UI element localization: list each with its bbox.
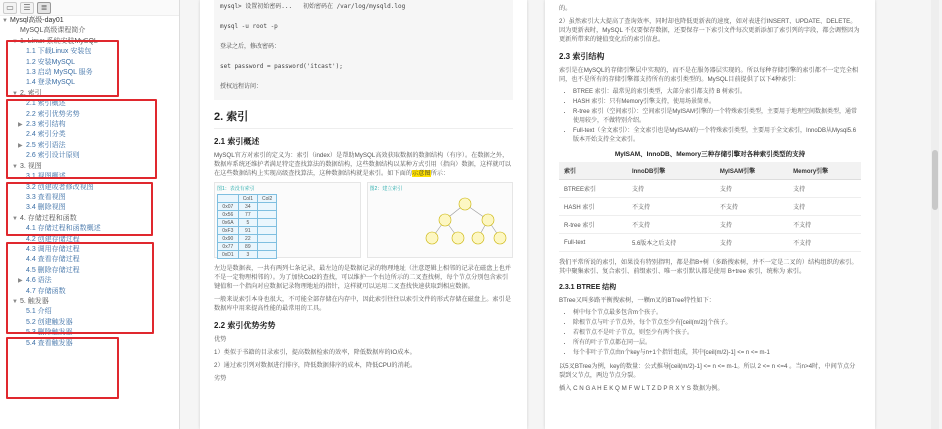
outline-item-label: 4.4 查看存储过程: [26, 256, 80, 264]
table-header-cell: MyISAM引擎: [715, 162, 788, 180]
outline-item-label: 1.2 安装MySQL: [26, 58, 76, 66]
document-page-left: [200, 0, 527, 429]
outline-item-label: 5.4 查看触发器: [26, 339, 73, 347]
table-header-cell: 索引: [559, 162, 627, 180]
highlight-box-section-2: [6, 99, 157, 179]
list-icon[interactable]: ☰: [20, 2, 34, 14]
outline-item-label: 1.3 启动 MySQL 服务: [26, 69, 93, 77]
code-line: [220, 12, 507, 22]
table-cell: 不支持: [788, 216, 861, 234]
outline-item-label: 3. 视图: [20, 162, 42, 170]
section-heading-index: 2. 索引: [214, 108, 513, 129]
btree-property-list: [559, 309, 861, 358]
figure-table-cell: [257, 251, 276, 259]
highlight-box-section-5: [6, 337, 119, 399]
table-cell: Full-text: [559, 234, 627, 252]
outline-item-label: 2.4 索引分类: [26, 131, 66, 139]
figure-caption: 图2：建立索引: [369, 186, 403, 192]
figure-table-header: [218, 195, 277, 203]
chevron-icon[interactable]: ▼: [12, 298, 18, 305]
figure-table-row: [218, 227, 277, 235]
outline-item-label: 4.5 删除存储过程: [26, 266, 80, 274]
outline-item-label: 5. 触发器: [20, 297, 49, 305]
list-item: • 所有的叶子节点都在同一层。: [573, 339, 861, 348]
figure-table-cell: Col2: [257, 195, 276, 203]
figure-table-cell: [257, 243, 276, 251]
outline-item[interactable]: [0, 16, 179, 26]
outline-item-label: 2.3 索引结构: [26, 121, 66, 129]
tree-node: [452, 232, 464, 244]
outline-item-label: 3.1 视图概述: [26, 173, 66, 181]
outline-item-label: 2.6 索引设计原则: [26, 152, 80, 160]
figure-table-cell: 0x90: [218, 235, 239, 243]
figure-table-row: [218, 251, 277, 259]
engine-support-table: [559, 162, 861, 252]
table-cell: 支持: [715, 180, 788, 198]
list-item: • 每个非叶子节点由n个key与n+1个指针组成，其中[ceil(m/2)-1] <= n <= m-1: [573, 349, 861, 358]
paragraph-figure-explanation: 左边是数据表，一共有两列七条记录，最左边的是数据记录的物理地址（注意逻辑上相邻的记录在磁盘上也并不是一定物理相邻的）。为了加快Col2的查找，可以维护一个右边所示的二叉查找树，每个节点分别包含索引键值和一个指向对应数据记录物理地址的指针，这样就可以运用二叉查找快速获取到相应数据。: [214, 265, 511, 290]
figure-table-cell: 0x77: [218, 243, 239, 251]
figure-table-cell: [257, 211, 276, 219]
list-item: • HASH 索引：只有Memory引擎支持，使用场景简单。: [573, 98, 861, 107]
subsection-heading-overview: 2.1 索引概述: [214, 137, 260, 146]
chevron-icon[interactable]: ▼: [12, 215, 18, 222]
tree-node: [459, 198, 471, 210]
paragraph-index-storage: 一般来说索引本身也很大，不可能全部存储在内存中，因此索引往往以索引文件的形式存储在磁盘上。索引是数据库中用来提高性能的最常用的工具。: [214, 296, 511, 312]
index-type-list: [559, 88, 861, 145]
outline-sidebar: [0, 0, 180, 429]
chevron-icon[interactable]: ▼: [12, 90, 18, 97]
tree-node: [482, 214, 494, 226]
advantage-2: 2）通过索引列对数据进行排序，降低数据排序的成本，降低CPU的消耗。: [214, 362, 417, 369]
chevron-icon[interactable]: ▶: [18, 278, 23, 285]
paragraph-btree-note: 我们平常所说的索引，如果没有特别指明，都是指B+树（多路搜索树，并不一定是二叉的）结构组织的索引。其中聚集索引、复合索引、前缀索引、唯一索引默认都是使用 B+tree 索引，统称为 索引。: [559, 259, 858, 275]
figure-table-cell: [257, 235, 276, 243]
code-line: mysql -u root -p: [220, 23, 278, 30]
paragraph-btree-example: 以5叉BTree为例，key的数量：公式推导[ceil(m/2)-1] <= n <= m-1。所以 2 <= n <=4 。当n>4时，中间节点分裂到父节点，两边节点分裂。: [559, 363, 856, 379]
table-cell: HASH 索引: [559, 198, 627, 216]
outline-item-label: 2.2 索引优势劣势: [26, 110, 80, 118]
figure-table-cell: [257, 203, 276, 211]
figure-table-cell: [257, 227, 276, 235]
outline-item-label: 4.2 创建存储过程: [26, 235, 80, 243]
table-row: [559, 180, 861, 198]
figure-table-row: [218, 243, 277, 251]
table-cell: BTREE索引: [559, 180, 627, 198]
outline-item-label: 1.4 登录MySQL: [26, 79, 76, 87]
code-line: mysql> 设置初始密码... 初始密码在 /var/log/mysqld.log: [220, 3, 406, 10]
subsection-heading-btree: 2.3.1 BTREE 结构: [559, 284, 617, 291]
figure-caption: 图1：表没有索引: [217, 186, 255, 192]
code-line: [220, 72, 507, 82]
table-header-row: [559, 162, 861, 180]
figure-table-cell: 22: [238, 235, 257, 243]
code-line: [220, 52, 507, 62]
paragraph-btree-intro: BTree又叫多路平衡搜索树，一颗m叉的BTree特性如下：: [559, 297, 715, 304]
table-cell: 不支持: [788, 234, 861, 252]
advantage-1: 1）类似于书籍的目录索引，提高数据检索的效率，降低数据库的IO成本。: [214, 349, 416, 356]
tree-node: [494, 232, 506, 244]
outline-item-label: 2.5 索引语法: [26, 141, 66, 149]
label-advantages: 优势: [214, 336, 227, 343]
outline-item-label: Mysql高级-day01: [10, 17, 64, 24]
outline-item-label: 5.1 介绍: [26, 308, 52, 316]
list-item: • 除根节点与叶子节点外，每个节点至少有[ceil(m/2)]个孩子。: [573, 319, 861, 328]
outline-item-label: 5.2 创建触发器: [26, 318, 73, 326]
table-cell: 不支持: [715, 198, 788, 216]
figure-no-index: [214, 182, 361, 258]
paragraph-index-definition: [214, 151, 513, 178]
code-line: [220, 92, 507, 100]
code-line: [220, 32, 507, 42]
figure-table-cell: 91: [238, 227, 257, 235]
figure-table-cell: 0x07: [218, 203, 239, 211]
outline-item-label: MySQL高级课程简介: [20, 27, 86, 35]
figure-table-row: [218, 211, 277, 219]
chevron-icon[interactable]: ▶: [18, 122, 23, 129]
outline-item-label: 3.3 查看视图: [26, 193, 66, 201]
table-cell: 支持: [627, 180, 715, 198]
subsection-heading-pros-cons: 2.2 索引优势劣势: [214, 321, 276, 330]
figure-table-row: [218, 235, 277, 243]
list-item: • Full-text（全文索引）：全文索引也是MyISAM的一个特殊索引类型，主要用于全文索引，InnoDB从Mysql5.6版本开始支持全文索引。: [573, 127, 861, 145]
outline-item-label: 4. 存储过程和函数: [20, 214, 77, 222]
highlight-box-section-1: [6, 37, 119, 97]
outline-item-label: 4.6 语法: [26, 277, 52, 285]
table-row: [559, 198, 861, 216]
table-cell: 支持: [788, 180, 861, 198]
outline-item-label: 4.1 存储过程和函数概述: [26, 225, 101, 233]
table-cell: R-tree 索引: [559, 216, 627, 234]
outline-item-label: 2. 索引: [20, 89, 42, 97]
table-cell: 不支持: [627, 216, 715, 234]
table-row: [559, 216, 861, 234]
figure-table-cell: 89: [238, 243, 257, 251]
label-disadvantages: 劣势: [214, 375, 227, 382]
figure-table-cell: [257, 219, 276, 227]
table-cell: 5.6版本之后支持: [627, 234, 715, 252]
tree-node: [426, 232, 438, 244]
scrollbar[interactable]: [931, 0, 939, 429]
outline-item-label: 4.7 存储函数: [26, 287, 66, 295]
tree-node: [439, 214, 451, 226]
code-line: 登录之后，修改密码：: [220, 43, 281, 50]
figure-table-cell: 5: [238, 219, 257, 227]
list-item: • 树中每个节点最多包含m个孩子。: [573, 309, 861, 318]
table-cell: 不支持: [627, 198, 715, 216]
binary-tree-diagram: [370, 194, 510, 256]
table-header-cell: Memory引擎: [788, 162, 861, 180]
paragraph-text: 所示：: [430, 170, 450, 177]
figure-table-cell: 34: [238, 203, 257, 211]
paragraph-continuation: 的。: [559, 5, 572, 12]
outline-item-label: 4.3 调用存储过程: [26, 245, 80, 253]
scrollbar-thumb[interactable]: [932, 150, 938, 210]
document-page-right: [545, 0, 875, 429]
highlight-box-section-4: [6, 242, 154, 337]
figure-table: [217, 194, 277, 259]
code-line: set password = password('itcast');: [220, 63, 343, 70]
sidebar-toolbar: [0, 0, 179, 16]
figure-table-cell: 0x6A: [218, 219, 239, 227]
outline-item-label: 3.4 删除视图: [26, 204, 66, 212]
list-item: • R-tree 索引（空间索引）：空间索引是MyISAM引擎的一个特殊索引类型，主要用于地理空间数据类型，通常使用较少，不做特别介绍。: [573, 108, 861, 126]
list-item: • BTREE 索引：最常见的索引类型，大部分索引都支持 B 树索引。: [573, 88, 861, 97]
table-cell: 支持: [715, 216, 788, 234]
figure-table-cell: [218, 195, 239, 203]
subsection-heading-structure: 2.3 索引结构: [559, 52, 605, 61]
outline-item-label: 5.3 删除触发器: [26, 329, 73, 337]
outline-item-label: 2.1 索引概述: [26, 100, 66, 108]
table-caption: MyISAM、InnoDB、Memory三种存储引擎对各种索引类型的支持: [614, 151, 806, 158]
chevron-icon[interactable]: ▶: [18, 142, 23, 149]
chevron-icon[interactable]: ▼: [2, 18, 8, 24]
figure-with-index: [367, 182, 514, 258]
figure-table-cell: 77: [238, 211, 257, 219]
figure-table-row: [218, 219, 277, 227]
code-line: 授权远程访问：: [220, 83, 263, 90]
outline-icon[interactable]: ≣: [37, 2, 51, 14]
paragraph-structure-intro: 索引是在MySQL的存储引擎层中实现的，而不是在服务器层实现的。所以每种存储引擎的索引都不一定完全相同，也不是所有的存储引擎都支持所有的索引类型的。MySQL目前提供了以下4种索引：: [559, 67, 859, 83]
list-item: • 若根节点不是叶子节点，则至少有两个孩子。: [573, 329, 861, 338]
paragraph-insert-example: 插入 C N G A H E K Q M F W L T Z D P R X Y S 数据为例。: [559, 385, 724, 392]
figure-table-row: [218, 203, 277, 211]
index-figure: [214, 182, 513, 258]
highlight-box-section-3: [6, 182, 153, 236]
outline-item[interactable]: [0, 26, 179, 36]
figure-table-cell: 0x56: [218, 211, 239, 219]
outline-item-label: 1. Linux 系统安装MySQL: [20, 37, 98, 45]
paragraph-disadvantage: 2）虽然索引大大提高了查询效率，同时却也降低更新表的速度，如对表进行INSERT、UPDATE、DELETE。因为更新表时，MySQL 不仅要保存数据，还要保存一下索引文件每次更新添加了索引列的字段，都会调整因为更新所带来的键值变化后的索引信息。: [559, 18, 860, 43]
outline-item-label: 3.2 创建或者修改视图: [26, 183, 94, 191]
code-block: [214, 0, 513, 100]
highlighted-text: 示意图: [412, 170, 431, 177]
figure-table-cell: 0xF3: [218, 227, 239, 235]
tree-node: [472, 232, 484, 244]
figure-table-cell: Col1: [238, 195, 257, 203]
figure-table-cell: 0xD1: [218, 251, 239, 259]
table-cell: 支持: [788, 198, 861, 216]
table-row: [559, 234, 861, 252]
paragraph-text: MySQL官方对索引的定义为：索引（index）是帮助MySQL高效获取数据的数据结构（有序）。在数据之外，数据库系统还维护者满足特定查找算法的数据结构，这些数据结构以某种方式引用（指向）数据，这样就可以在这些数据结构上实现高级查找算法，这种数据结构就是索引。如下面的: [214, 152, 511, 177]
table-cell: 支持: [715, 234, 788, 252]
figure-table-cell: 3: [238, 251, 257, 259]
table-header-cell: InnoDB引擎: [627, 162, 715, 180]
panel-icon[interactable]: ▭: [3, 2, 17, 14]
outline-item-label: 1.1 下载Linux 安装包: [26, 48, 92, 56]
chevron-icon[interactable]: ▼: [12, 163, 18, 170]
chevron-icon[interactable]: ▼: [12, 38, 18, 45]
